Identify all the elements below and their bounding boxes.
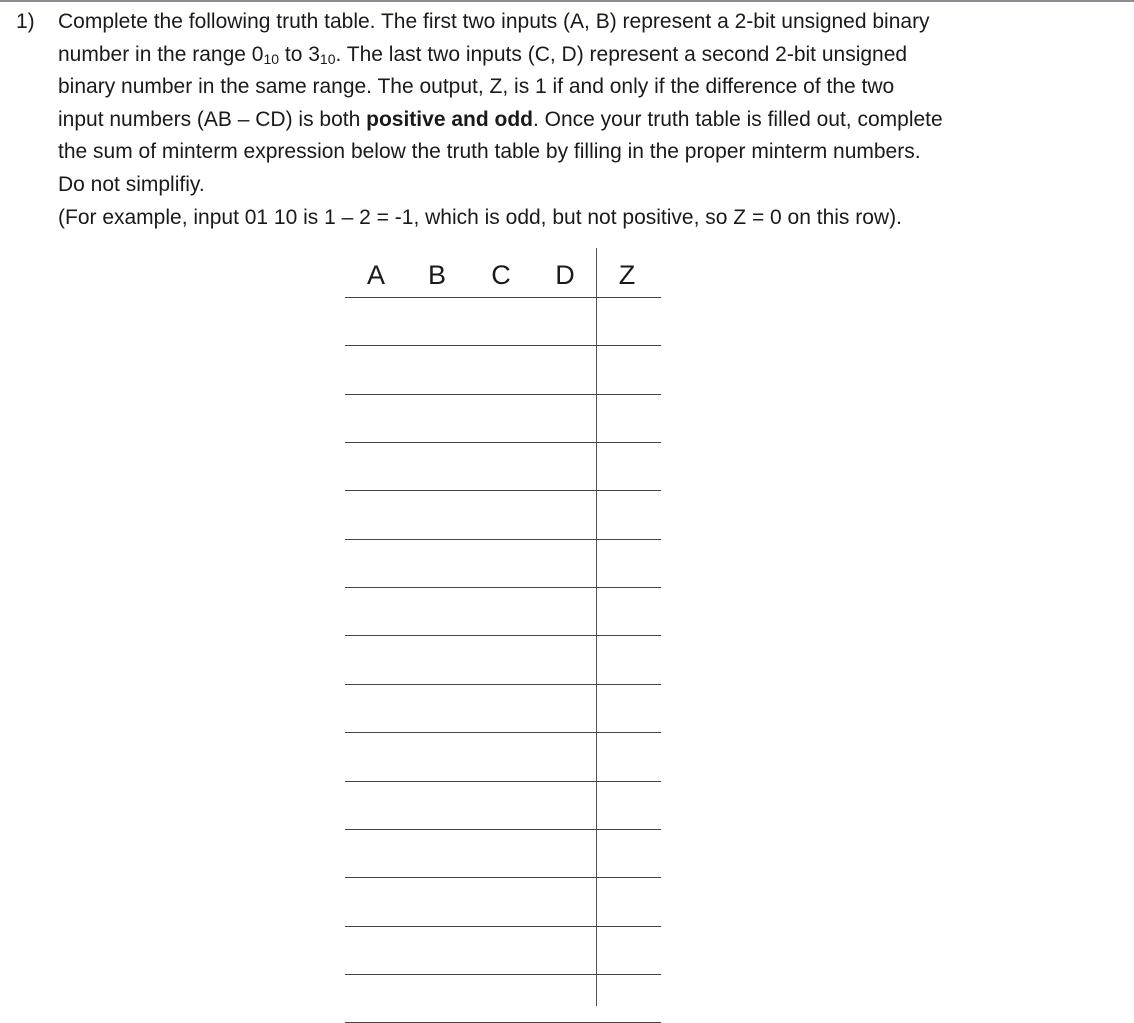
text-run: . Once your truth table is filled out, complete [532, 107, 943, 131]
table-row [345, 684, 661, 732]
text-run: number in the range 0 [58, 42, 264, 66]
table-row [345, 877, 661, 925]
top-divider [0, 0, 1134, 2]
table-row [345, 345, 661, 393]
text-run: . The last two inputs (C, D) represent a second 2-bit unsigned [335, 42, 908, 66]
text-run: the sum of minterm expression below the truth table by filling in the proper minterm numbers. [58, 140, 921, 164]
text-run: binary number in the same range. The output, Z, is 1 if and only if the difference of the two [58, 75, 895, 99]
table-row [345, 394, 661, 442]
table-row [345, 635, 661, 683]
text-run: (For example, input 01 10 is 1 – 2 = -1, which is odd, but not positive, so Z = 0 on this row). [58, 205, 902, 229]
header-c: C [491, 260, 511, 290]
text-run: to 3 [279, 42, 320, 66]
table-row [345, 732, 661, 780]
header-a: A [366, 260, 385, 290]
truth-table-header [345, 248, 661, 298]
header-b: B [427, 260, 446, 290]
table-row [345, 974, 661, 1022]
question-text [58, 6, 1118, 234]
subscript: 10 [263, 50, 280, 67]
question-line [58, 136, 1118, 169]
table-row [345, 442, 661, 490]
table-row [345, 829, 661, 877]
table-row [345, 587, 661, 635]
subscript: 10 [319, 50, 336, 67]
table-row [345, 297, 661, 345]
text-run: input numbers (AB – CD) is both [58, 107, 367, 131]
question-line [58, 104, 1118, 137]
question-line [58, 202, 1118, 235]
question-line [58, 39, 1118, 72]
table-row [345, 781, 661, 829]
question-number: 1) [16, 10, 35, 33]
header-z: Z [618, 260, 636, 290]
truth-table [345, 248, 661, 1006]
emphasis-text: positive and odd [366, 107, 533, 131]
text-run: Complete the following truth table. The first two inputs (A, B) represent a 2-bit unsigned binary [58, 10, 930, 33]
text-run: Do not simplifiy. [58, 172, 205, 196]
question-line [58, 169, 1118, 202]
question-line [58, 71, 1118, 104]
header-d: D [555, 260, 575, 290]
table-row [345, 539, 661, 587]
table-row [345, 490, 661, 538]
question-line [58, 6, 1118, 39]
table-row [345, 926, 661, 974]
